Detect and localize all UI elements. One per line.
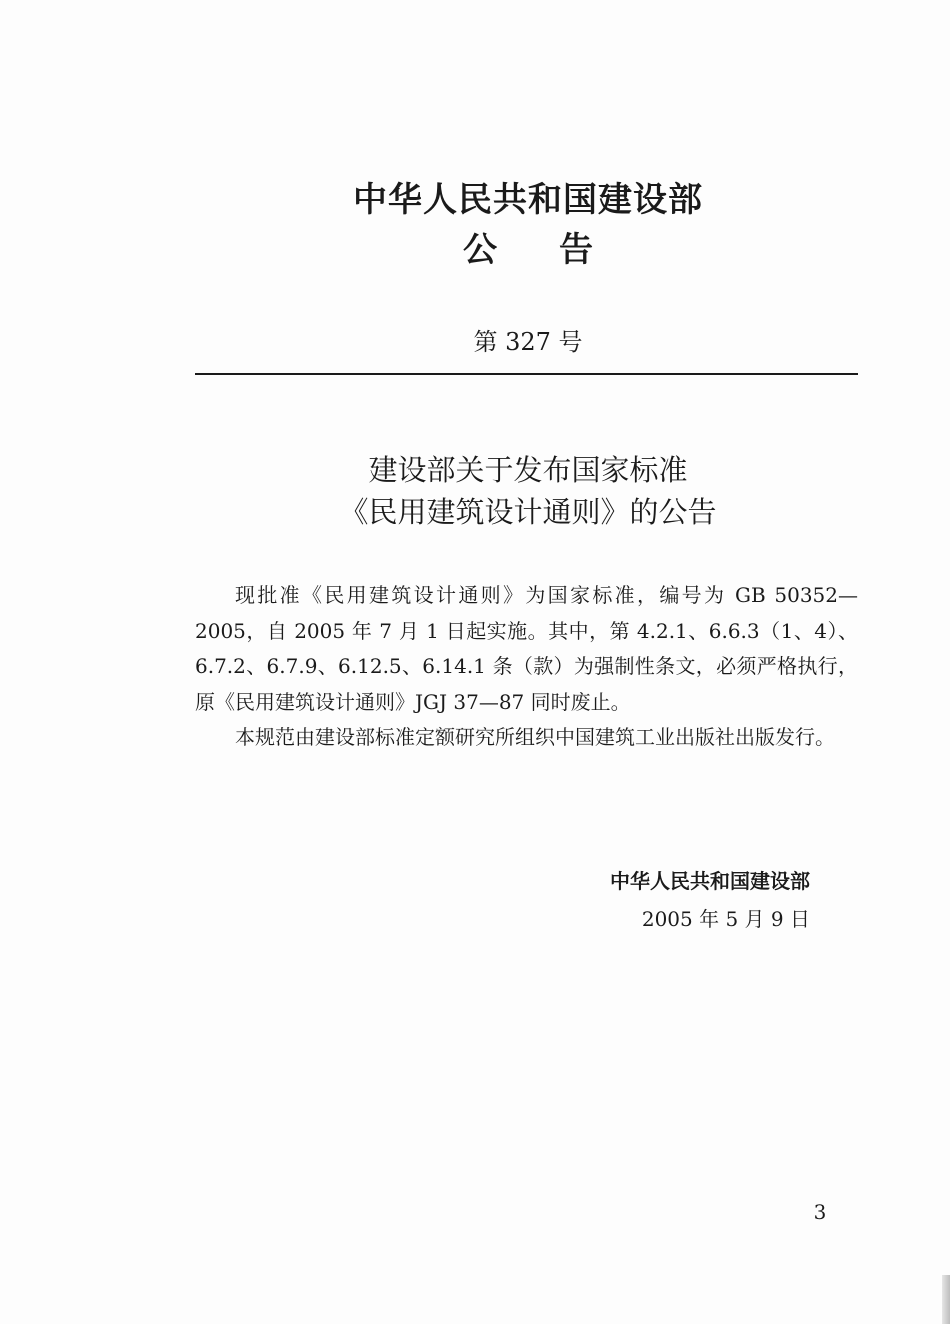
scan-edge-shadow bbox=[942, 1275, 950, 1324]
announcement-number: 第 327 号 bbox=[473, 328, 583, 356]
body-paragraph-2: 本规范由建设部标准定额研究所组织中国建筑工业出版社出版发行。 bbox=[235, 725, 835, 749]
header-divider bbox=[195, 373, 858, 375]
issuer-heading: 中华人民共和国建设部 bbox=[353, 180, 703, 220]
body-paragraph-1: 现批准《民用建筑设计通则》为国家标准，编号为 GB 50352—2005，自 2005 年 7 月 1 日起实施。其中，第 4.2.1、6.6.3（1、4）、6.7.2、6.7.9、6.12.5、6.14.1 条（款）为强制性条文，必须严格执行，原《民用建筑设计通则》JGJ 37—87 同时废止。 bbox=[195, 583, 858, 714]
announcement-title-line-1: 建设部关于发布国家标准 bbox=[368, 453, 688, 487]
announcement-body bbox=[195, 578, 858, 756]
document-type-heading: 公告 bbox=[463, 230, 655, 270]
signature-date: 2005 年 5 月 9 日 bbox=[641, 907, 810, 931]
page-number: 3 bbox=[813, 1200, 827, 1224]
signer-name: 中华人民共和国建设部 bbox=[610, 869, 810, 893]
announcement-title-line-2: 《民用建筑设计通则》的公告 bbox=[339, 495, 717, 529]
